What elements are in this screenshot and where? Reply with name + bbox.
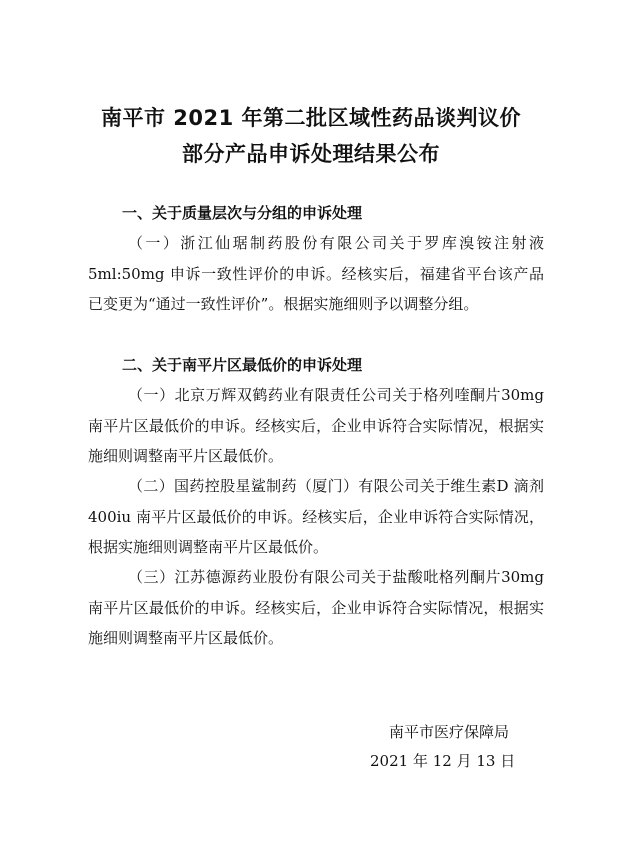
section2-paragraph-3: （三）江苏德源药业股份有限公司关于盐酸吡格列酮片30mg 南平片区最低价的申诉。经核实后，企业申诉符合实际情况，根据实施细则调整南平片区最低价。 [88, 568, 544, 647]
document-title-line2: 部分产品申诉处理结果公布 [182, 142, 440, 166]
section2-heading: 二、关于南平片区最低价的申诉处理 [122, 356, 363, 374]
signature-agency: 南平市医疗保障局 [389, 723, 510, 741]
signature-date: 2021 年 12 月 13 日 [370, 752, 516, 770]
section2-paragraph-2: （二）国药控股星鲨制药（厦门）有限公司关于维生素D 滴剂 400iu 南平片区最低价的申诉。经核实后，企业申诉符合实际情况，根据实施细则调整南平片区最低价。 [88, 477, 544, 556]
section1-paragraph-1: （一）浙江仙琚制药股份有限公司关于罗库溴铵注射液5ml:50mg 申诉一致性评价的申诉。经核实后，福建省平台该产品已变更为“通过一致性评价”。根据实施细则予以调整分组。 [88, 234, 544, 313]
section1-heading: 一、关于质量层次与分组的申诉处理 [122, 204, 363, 222]
document-title-line1: 南平市 2021 年第二批区域性药品谈判议价 [100, 106, 522, 130]
section2-paragraph-1: （一）北京万辉双鹤药业有限责任公司关于格列喹酮片30mg 南平片区最低价的申诉。经核实后，企业申诉符合实际情况，根据实施细则调整南平片区最低价。 [88, 386, 544, 465]
